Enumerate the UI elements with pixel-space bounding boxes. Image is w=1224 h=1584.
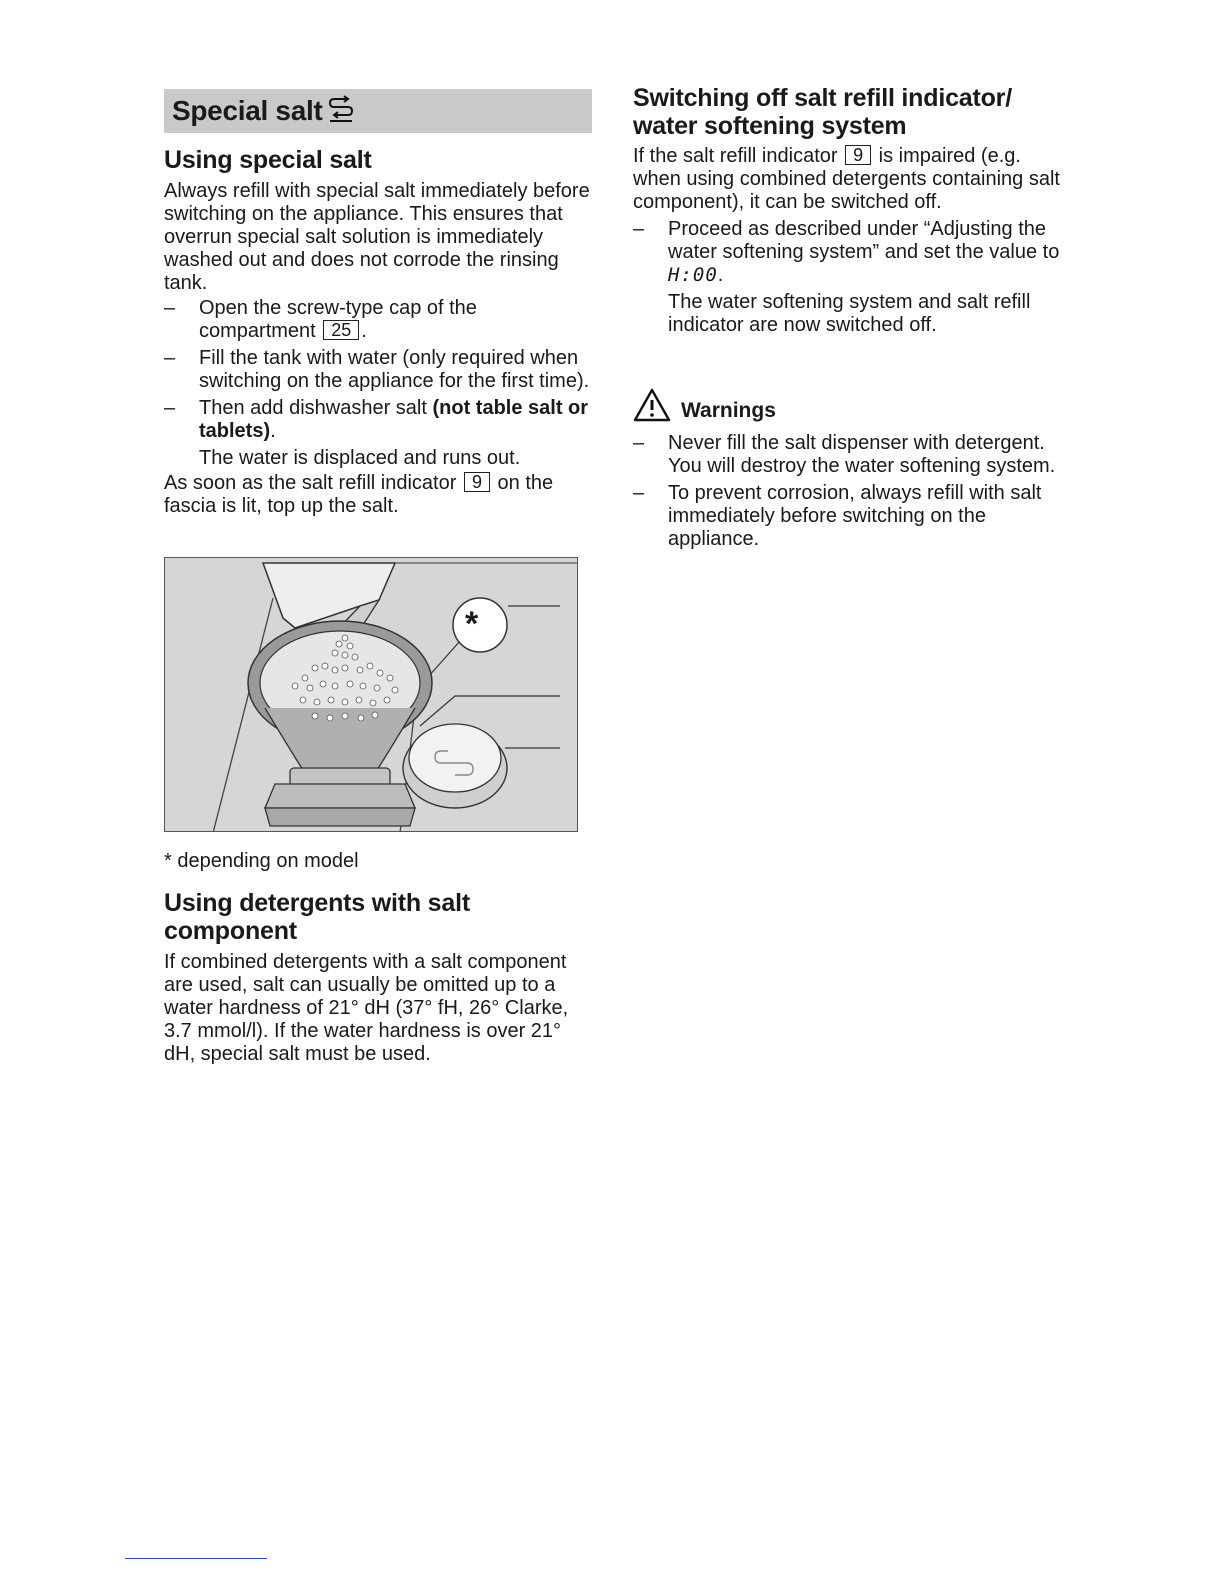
step3-bold: (not table salt or tablets)	[199, 397, 589, 442]
salt-steps-list	[164, 297, 594, 470]
list-item	[633, 218, 1073, 337]
list-item	[633, 432, 1073, 478]
step3-end: .	[270, 420, 276, 442]
ref-box-9: 9	[464, 472, 490, 492]
switching-off-steps	[633, 218, 1073, 337]
using-special-salt-heading: Using special salt	[164, 146, 372, 174]
switching-off-intro-end: is impaired (e.g. when using combined detergents containing salt component), it can be switched off.	[633, 145, 1060, 213]
warning-triangle-icon	[633, 388, 671, 428]
step1-text: Open the screw-type cap of the compartment	[199, 297, 477, 342]
footnote-block	[164, 850, 594, 873]
step3-text: Then add dishwasher salt	[199, 397, 427, 419]
warnings-heading: Warnings	[681, 399, 776, 422]
detergents-text: If combined detergents with a salt component are used, salt can usually be omitted up to a water hardness of 21° dH (37° fH, 26° Clarke, 3.7 mmol/l). If the water hardness is over 21° dH, special salt must be used.	[164, 951, 569, 1065]
section-banner	[164, 89, 592, 133]
page-title: Special salt	[172, 95, 323, 126]
lcd-value: H:00	[668, 264, 718, 286]
list-item	[164, 397, 594, 470]
switching-off-result: The water softening system and salt refill indicator are now switched off.	[668, 291, 1031, 336]
warnings-section	[633, 388, 1073, 555]
list-item	[164, 347, 594, 393]
using-special-salt-outro	[164, 472, 594, 518]
switching-off-intro	[633, 145, 1073, 214]
dash: –	[164, 297, 176, 319]
ref-box-9-right: 9	[845, 145, 871, 165]
dash: –	[164, 397, 176, 419]
switching-off-step-text: Proceed as described under “Adjusting the water softening system” and set the value to	[668, 218, 1060, 263]
warning-item-2: To prevent corrosion, always refill with salt immediately before switching on the appliance.	[668, 482, 1042, 550]
dash: –	[164, 347, 176, 369]
footnote: * depending on model	[164, 850, 359, 872]
dash: –	[633, 218, 645, 240]
switching-off-heading: Switching off salt refill indicator/ water softening system	[633, 84, 1012, 140]
salt-symbol-icon	[328, 95, 354, 123]
warnings-header	[633, 388, 1073, 428]
ref-box-25: 25	[323, 320, 359, 340]
footer-rule	[125, 1558, 267, 1559]
warnings-list	[633, 432, 1073, 551]
warning-item-1: Never fill the salt dispenser with detergent. You will destroy the water softening system.	[668, 432, 1056, 477]
model-asterisk: *	[465, 605, 479, 643]
switching-off-section	[633, 84, 1073, 341]
using-special-salt-section	[164, 146, 594, 518]
list-item	[633, 482, 1073, 551]
dash: –	[633, 482, 645, 504]
outro-end: on the fascia is lit, top up the salt.	[164, 472, 554, 517]
salt-filling-illustration	[164, 557, 578, 832]
step1-end: .	[361, 320, 367, 342]
detergents-section	[164, 889, 594, 1066]
outro-text: As soon as the salt refill indicator	[164, 472, 457, 494]
dash: –	[633, 432, 645, 454]
step2-text: Fill the tank with water (only required when switching on the appliance for the first time).	[199, 347, 590, 392]
switching-off-step-end: .	[717, 264, 724, 286]
step3-result: The water is displaced and runs out.	[199, 447, 521, 469]
detergents-heading: Using detergents with salt component	[164, 889, 470, 945]
using-special-salt-intro: Always refill with special salt immediately before switching on the appliance. This ensures that overrun special salt solution is immediately washed out and does not corrode the rinsing tank.	[164, 180, 590, 294]
switching-off-intro-text: If the salt refill indicator	[633, 145, 838, 167]
list-item	[164, 297, 594, 343]
